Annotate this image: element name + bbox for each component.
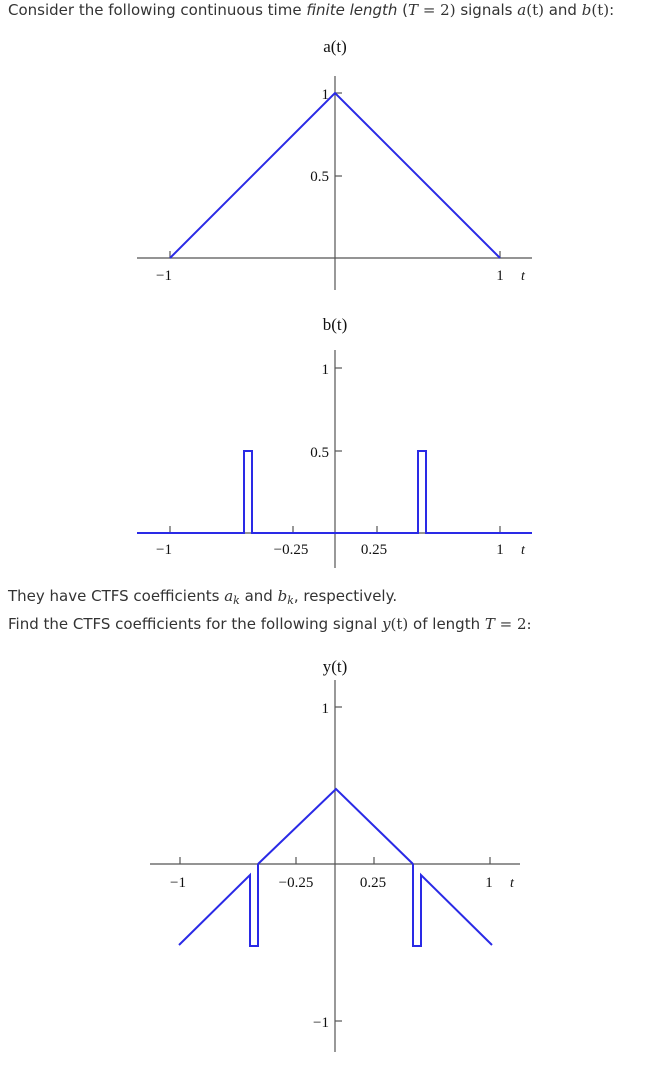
plot-a-x-axis-label: t: [521, 269, 525, 284]
coefficients-text: They have CTFS coefficients $a_k$ and $b_k$, respectively.: [8, 587, 398, 607]
find-text: Find the CTFS coefficients for the following signal y(t) of length T = 2:: [8, 615, 532, 633]
plot-a-ytick-label-1: 1: [321, 87, 329, 103]
plot-a-xtick-label-neg1: −1: [156, 268, 172, 284]
plot-b-x-axis-label: t: [521, 543, 525, 558]
plot-b-ytick-label-05: 0.5: [310, 445, 329, 461]
plot-y-x-axis-label: t: [510, 876, 514, 891]
plot-b-xtick-label-1: 1: [496, 542, 504, 558]
plot-y-xtick-label-neg025: −0.25: [278, 875, 314, 891]
plot-b-xtick-label-025: 0.25: [360, 542, 388, 558]
plot-y: [0, 650, 668, 1060]
plot-y-title: y(t): [322, 657, 348, 676]
plot-y-xtick-label-1: 1: [485, 875, 493, 891]
plot-y-xtick-label-025: 0.25: [359, 875, 387, 891]
plot-b: [0, 308, 668, 570]
plot-b-ytick-label-1: 1: [321, 362, 329, 378]
plot-b-title: b(t): [322, 315, 348, 334]
plot-a: [0, 36, 668, 292]
plot-a-ytick-label-05: 0.5: [310, 169, 329, 185]
plot-y-signal-left: [179, 864, 258, 946]
plot-y-ytick-label-neg1: −1: [313, 1015, 329, 1031]
plot-y-ytick-label-1: 1: [321, 701, 329, 717]
plot-a-title: a(t): [323, 37, 347, 56]
plot-b-xtick-label-neg025: −0.25: [273, 542, 309, 558]
intro-text: Consider the following continuous time finite length (T = 2) signals a(t) and b(t):: [8, 1, 615, 19]
plot-y-signal-right: [413, 864, 492, 946]
plot-a-xtick-label-1: 1: [496, 268, 504, 284]
plot-y-xtick-label-neg1: −1: [170, 875, 186, 891]
plot-b-xtick-label-neg1: −1: [156, 542, 172, 558]
